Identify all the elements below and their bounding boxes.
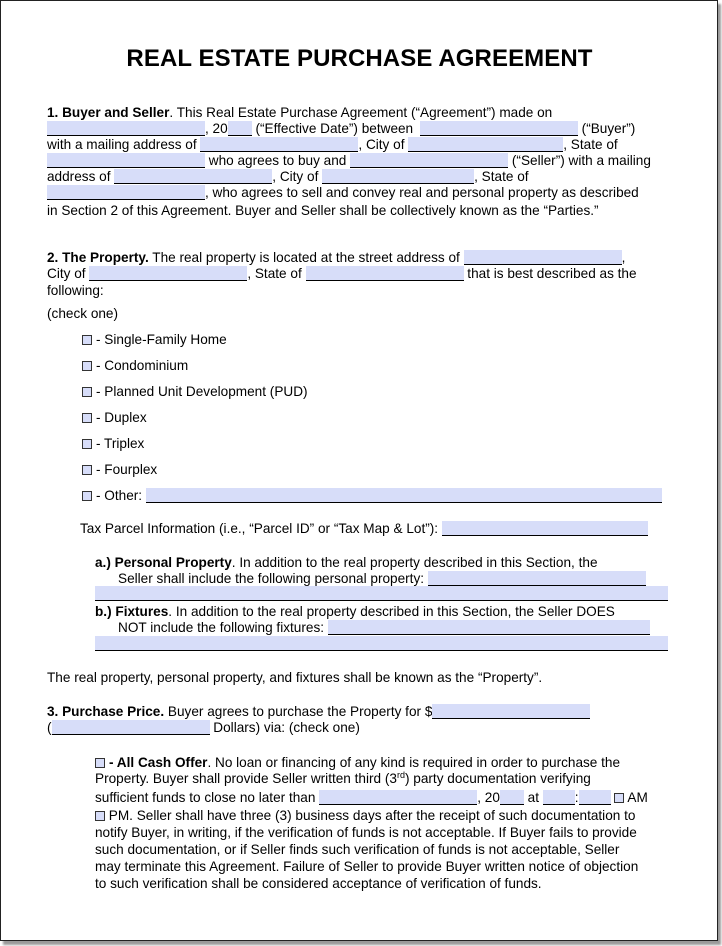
s1-line-1: 1. Buyer and Seller. This Real Estate Purchase Agreement (“Agreement”) made on: [47, 105, 553, 120]
s1-line-2: , 20 (“Effective Date”) between (“Buyer”): [47, 121, 635, 138]
cash-line-3: sufficient funds to close no later than , 20 at : AM: [95, 790, 648, 805]
property-street-field[interactable]: [464, 250, 622, 265]
buyer-name-field[interactable]: [420, 121, 578, 136]
personal-property-line-2: Seller shall include the following personal property:: [118, 571, 646, 588]
agreement-date-field[interactable]: [47, 121, 205, 136]
seller-address-field[interactable]: [114, 169, 272, 184]
purchase-price-field[interactable]: [432, 704, 590, 719]
s1-line-3: with a mailing address of , City of , State of: [47, 137, 618, 152]
check-one-note: (check one): [47, 306, 119, 321]
pud-checkbox[interactable]: [82, 387, 92, 397]
funds-deadline-minute-field[interactable]: [579, 790, 611, 805]
am-checkbox[interactable]: [614, 793, 624, 803]
buyer-city-field[interactable]: [408, 137, 563, 152]
property-city-field[interactable]: [89, 266, 247, 281]
fixtures-line-1: b.) Fixtures. In addition to the real property described in this Section, the Seller DOES: [95, 604, 615, 619]
funds-deadline-date-field[interactable]: [319, 790, 477, 805]
s2-line-1: 2. The Property. The real property is located at the street address of ,: [47, 250, 626, 265]
tax-parcel-line: Tax Parcel Information (i.e., “Parcel ID” or “Tax Map & Lot”):: [80, 521, 648, 538]
fixtures-heading: Fixtures: [115, 604, 169, 619]
cash-line-4: PM. Seller shall have three (3) business days after the receipt of such documentation to: [95, 808, 635, 825]
cash-line-8: to such verification shall be considered acceptance of verification of funds.: [95, 876, 542, 891]
cash-line-2: Property. Buyer shall provide Seller written third (3rd) party documentation verifying: [95, 770, 591, 786]
seller-state-field[interactable]: [47, 185, 205, 200]
cash-line-6: such documentation, or if Seller finds such verification of funds is not acceptable, Seller: [95, 842, 620, 857]
option-triplex[interactable]: - Triplex: [82, 436, 144, 453]
buyer-address-field[interactable]: [200, 137, 358, 152]
property-state-field[interactable]: [306, 266, 464, 281]
s3-line-2: ( Dollars) via: (check one): [47, 720, 360, 735]
cash-line-7: may terminate this Agreement. Failure of Seller to provide Buyer written notice of objection: [95, 859, 639, 874]
duplex-checkbox[interactable]: [82, 413, 92, 423]
pm-checkbox[interactable]: [95, 811, 105, 821]
fourplex-checkbox[interactable]: [82, 465, 92, 475]
option-condominium[interactable]: - Condominium: [82, 358, 188, 375]
s1-line-4: who agrees to buy and (“Seller”) with a mailing: [47, 153, 651, 170]
fixtures-line-2: NOT include the following fixtures:: [118, 620, 650, 637]
personal-property-heading: Personal Property: [114, 555, 232, 570]
s3-heading: 3. Purchase Price.: [47, 704, 165, 719]
s1-line-5: address of , City of , State of: [47, 169, 529, 184]
seller-name-field[interactable]: [350, 153, 508, 168]
buyer-state-field[interactable]: [47, 153, 205, 168]
option-other[interactable]: - Other:: [82, 488, 662, 505]
agreement-year-field[interactable]: [228, 121, 252, 136]
price-in-words-field[interactable]: [52, 720, 210, 735]
s2-line-2: City of , State of that is best described as the: [47, 266, 637, 281]
option-single-family[interactable]: - Single-Family Home: [82, 332, 227, 349]
seller-city-field[interactable]: [322, 169, 474, 184]
document-title: REAL ESTATE PURCHASE AGREEMENT: [126, 45, 593, 72]
cash-line-5: notify Buyer, in writing, if the verification of funds is not acceptable. If Buyer fails to provide: [95, 825, 637, 840]
personal-property-field-2[interactable]: [95, 586, 668, 601]
other-type-field[interactable]: [146, 488, 662, 503]
single-family-checkbox[interactable]: [82, 335, 92, 345]
s3-line-1: 3. Purchase Price. Buyer agrees to purchase the Property for $: [47, 704, 590, 721]
all-cash-heading: - All Cash Offer: [109, 755, 208, 770]
s1-line-6: , who agrees to sell and convey real and personal property as described: [47, 185, 639, 202]
all-cash-checkbox[interactable]: [95, 758, 105, 768]
s2-heading: 2. The Property.: [47, 250, 149, 265]
s2-line-3: following:: [47, 283, 104, 298]
triplex-checkbox[interactable]: [82, 439, 92, 449]
option-fourplex[interactable]: - Fourplex: [82, 462, 157, 479]
funds-deadline-hour-field[interactable]: [543, 790, 575, 805]
property-definition: The real property, personal property, and fixtures shall be known as the “Property”.: [47, 670, 543, 685]
cash-line-1: - All Cash Offer. No loan or financing of any kind is required in order to purchase the: [95, 755, 620, 772]
other-checkbox[interactable]: [82, 491, 92, 501]
fixtures-field[interactable]: [328, 620, 650, 635]
option-duplex[interactable]: - Duplex: [82, 410, 147, 427]
s1-heading: 1. Buyer and Seller: [47, 105, 170, 120]
funds-deadline-year-field[interactable]: [500, 790, 524, 805]
personal-property-field[interactable]: [428, 571, 646, 586]
condominium-checkbox[interactable]: [82, 361, 92, 371]
fixtures-field-2[interactable]: [95, 636, 668, 651]
s1-line-7: in Section 2 of this Agreement. Buyer and Seller shall be collectively known as the “Parties.”: [47, 203, 599, 218]
tax-parcel-field[interactable]: [442, 521, 648, 536]
option-pud[interactable]: - Planned Unit Development (PUD): [82, 384, 308, 401]
personal-property-line-1: a.) Personal Property. In addition to the real property described in this Section, the: [95, 555, 598, 570]
